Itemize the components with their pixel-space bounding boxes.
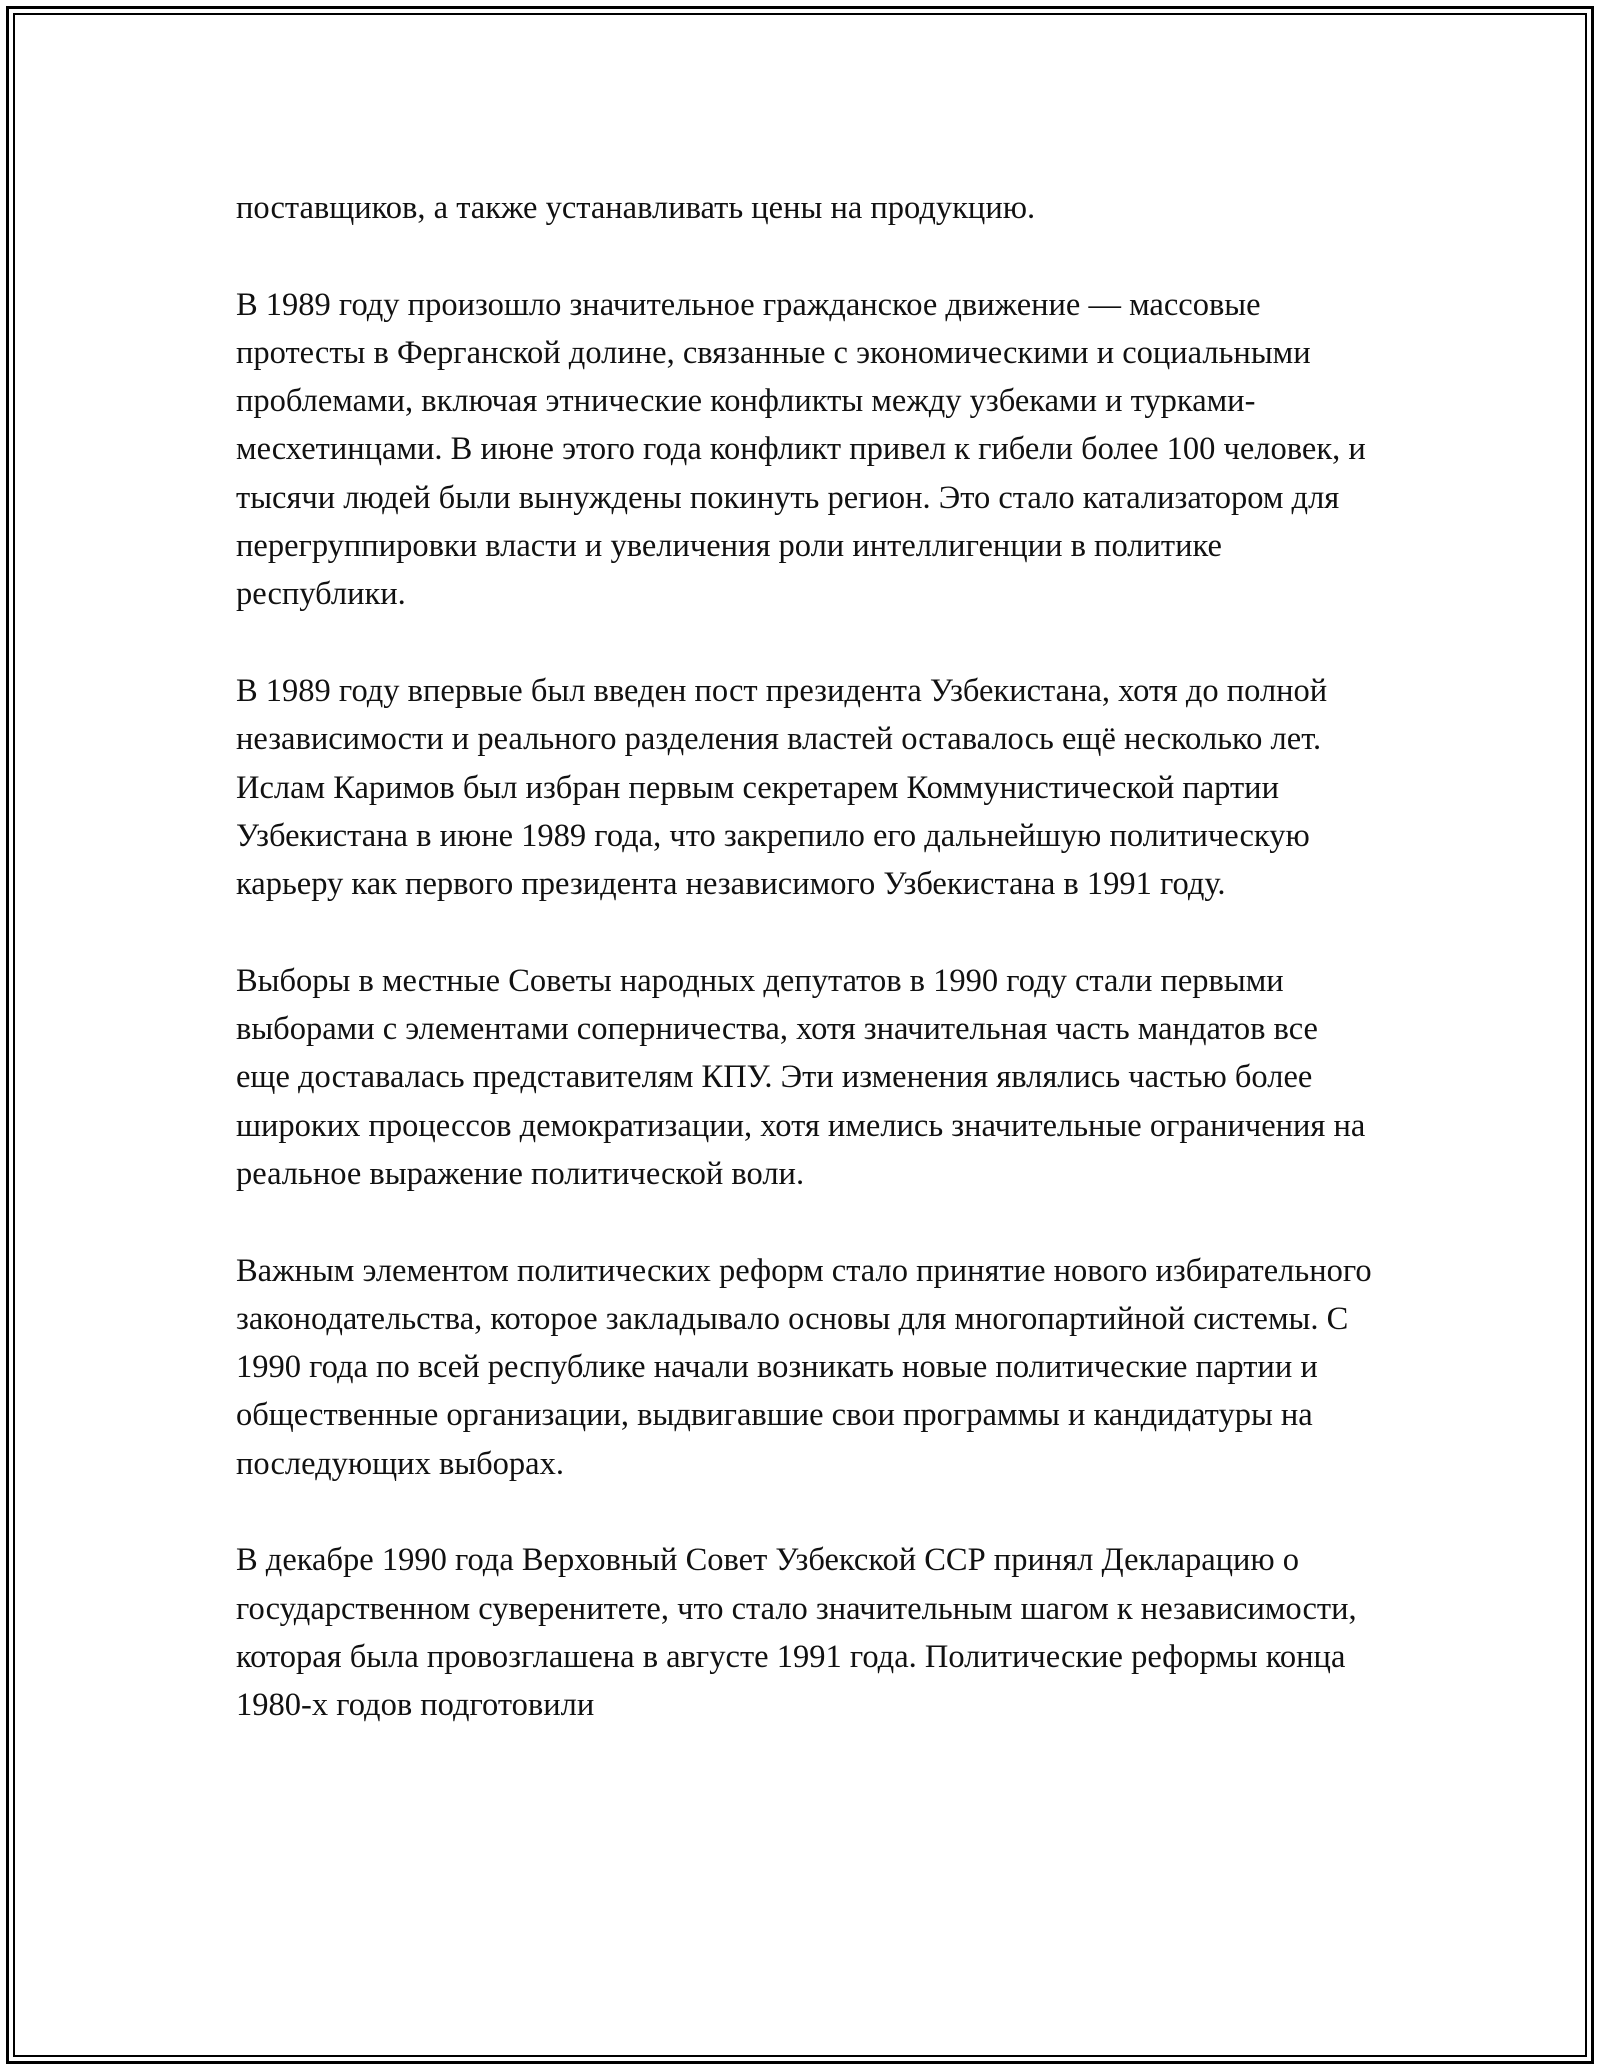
paragraph-1: поставщиков, а также устанавливать цены на продукцию. (236, 190, 1036, 226)
paragraph-3: В 1989 году впервые был введен пост президента Узбекистана, хотя до полной независимости и реального разделения властей оставалось ещё несколько лет. Ислам Каримов был избран первым секретарем Коммунистической партии Узбекистана в июне 1989 года, что закрепило его дальнейшую политическую карьеру как первого президента независимого Узбекистана в 1991 году. (236, 672, 1328, 903)
paragraph-5: Важным элементом политических реформ стало принятие нового избирательного законодательства, которое закладывало основы для многопартийной системы. С 1990 года по всей республике начали возникать новые политические партии и общественные организации, выдвигавшие свои программы и кандидатуры на последующих выборах. (236, 1252, 1372, 1482)
paragraph-2: В 1989 году произошло значительное гражданское движение — массовые протесты в Ферганской долине, связанные с экономическими и социальными проблемами, включая этнические конфликты между узбеками и турками-месхетинцами. В июне этого года конфликт привел к гибели более 100 человек, и тысячи людей были вынуждены покинуть регион. Это стало катализатором для перегруппировки власти и увеличения роли интеллигенции в политике республики. (236, 286, 1366, 613)
paragraph-6: В декабре 1990 года Верховный Совет Узбекской ССР принял Декларацию о государственном суверенитете, что стало значительным шагом к независимости, которая была провозглашена в августе 1991 года. Политические реформы конца 1980-х годов подготовили (236, 1542, 1357, 1724)
paragraph-4: Выборы в местные Советы народных депутатов в 1990 году стали первыми выборами с элементами соперничества, хотя значительная часть мандатов все еще доставалась представителям КПУ. Эти изменения являлись частью более широких процессов демократизации, хотя имелись значительные ограничения на реальное выражение политической воли. (236, 962, 1366, 1192)
document-body (236, 184, 1376, 1730)
